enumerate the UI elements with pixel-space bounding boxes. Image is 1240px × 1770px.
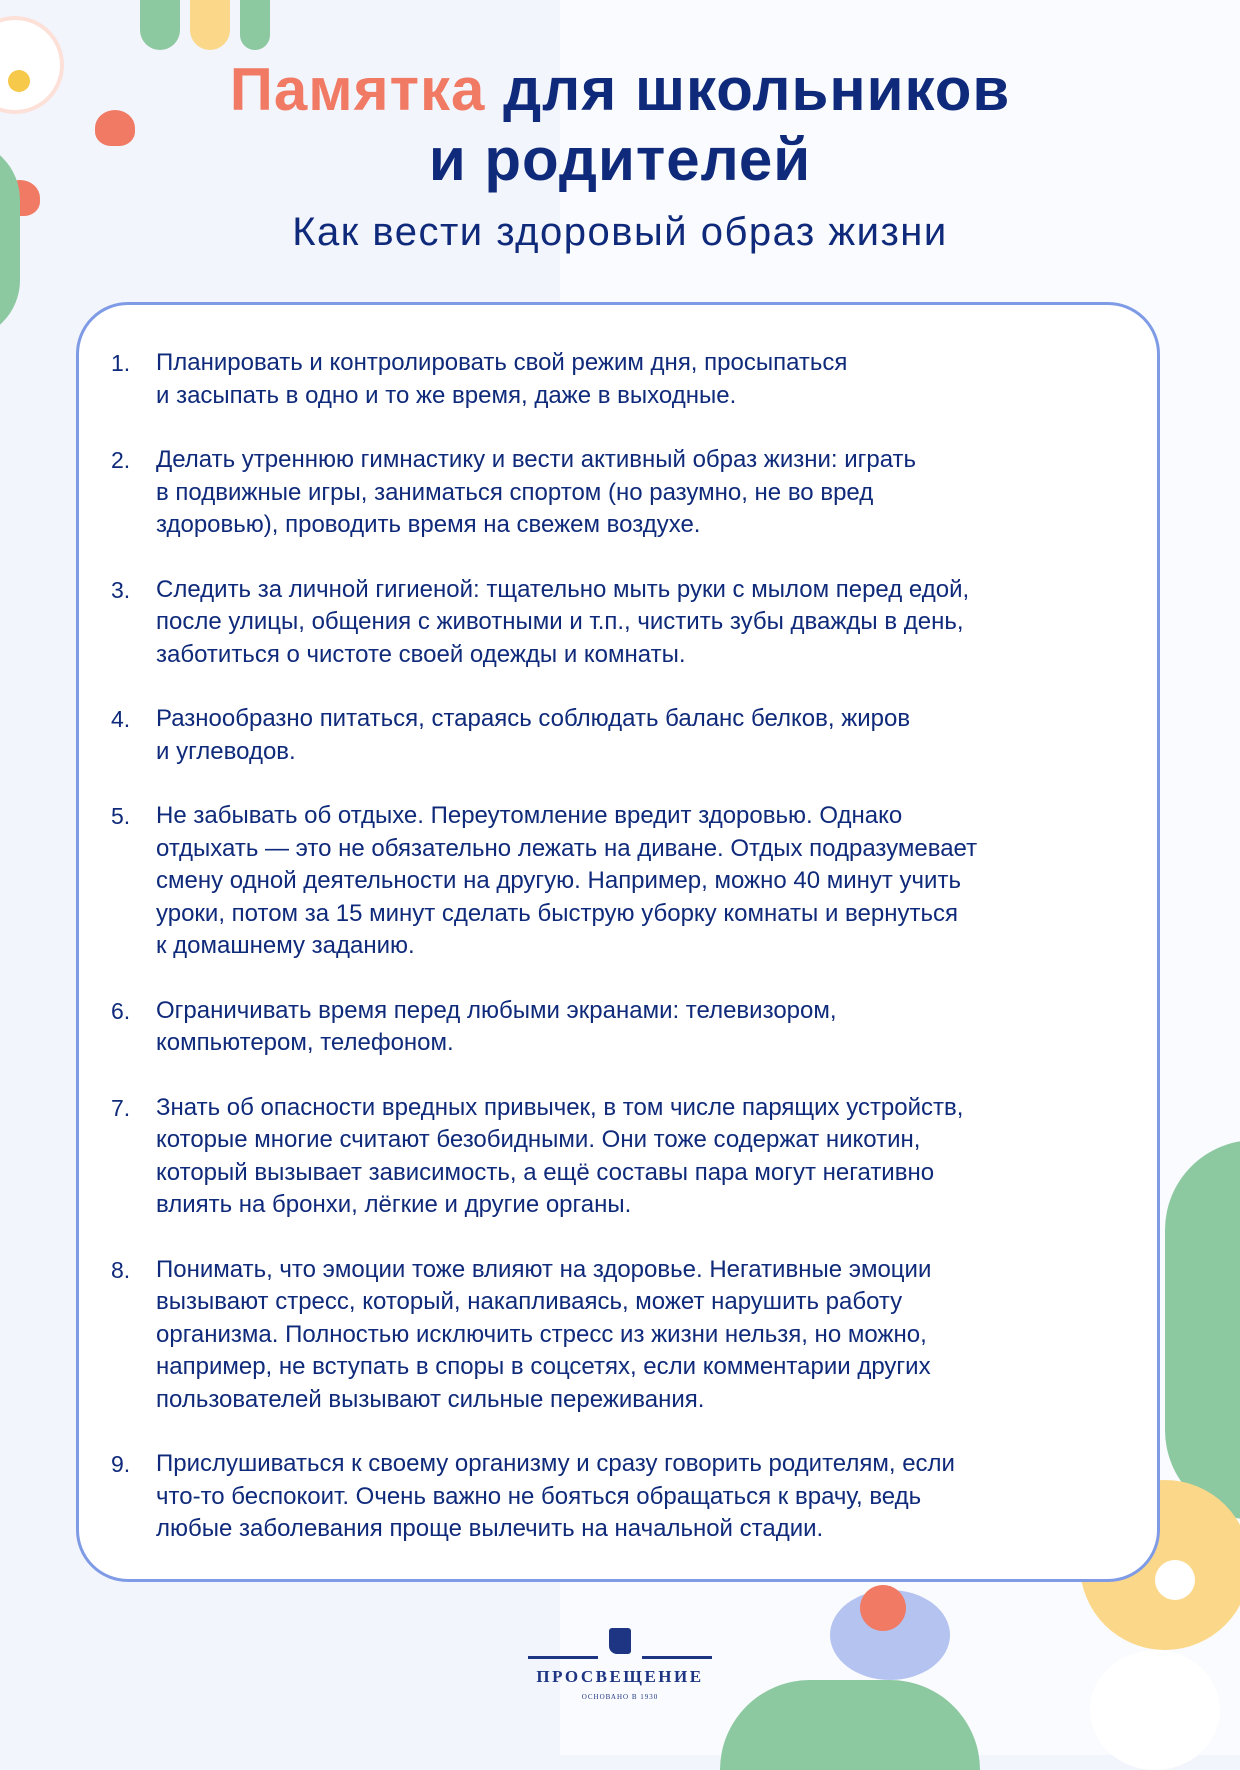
item-text: Разнообразно питаться, стараясь соблюдать баланс белков, жиров и углеводов. [156,705,911,765]
tips-card [76,302,1160,1582]
page-subtitle: Как вести здоровый образ жизни [292,210,948,254]
item-text: Не забывать об отдыхе. Переутомление вредит здоровью. Однако отдыхать — это не обязательно лежать на диване. Отдых подразумевает смену одной деятельности на другую. Например, можно 40 минут учить уроки, потом за 15 минут сделать быструю уборку комнаты и вернуться к домашнему заданию. [156,802,978,959]
title-accent: Памятка [229,56,486,123]
list-item [111,995,1137,1060]
item-text: Прислушиваться к своему организму и сразу говорить родителям, если что-то беспокоит. Очень важно не бояться обращаться к врачу, ведь любые заболевания проще вылечить на начальной стадии. [156,1450,955,1542]
list-item [111,1092,1137,1222]
item-number: 6. [111,997,131,1024]
list-item [111,574,1137,672]
item-number: 8. [111,1256,131,1283]
page-title-line1 [0,55,1240,125]
page-title-line2: и родителей [428,126,812,193]
title-rest: для школьников [503,56,1011,123]
flower-center-icon [1155,1560,1195,1600]
list-item [111,444,1137,542]
item-text: Ограничивать время перед любыми экранами: телевизором, компьютером, телефоном. [156,996,837,1056]
item-number: 1. [111,350,131,376]
item-text: Знать об опасности вредных привычек, в том числе парящих устройств, которые многие считают безобидными. Они тоже содержат никотин, который вызывает зависимость, а ещё составы пара могут негативно влиять на бронхи, лёгкие и другие органы. [156,1093,964,1218]
leaf-decoration-top-2 [240,0,270,50]
item-text: Понимать, что эмоции тоже влияют на здоровье. Негативные эмоции вызывают стресс, который, накапливаясь, может нарушить работу организма. Полностью исключить стресс из жизни нельзя, но можно, например, не вступать в споры в соцсетях, если комментарии других пользователей вызывают сильные переживания. [156,1255,932,1413]
list-item [111,1254,1137,1417]
item-number: 4. [111,706,131,732]
logo-established: ОСНОВАНО В 1930 [581,1693,659,1701]
white-flower-decoration [1090,1650,1220,1770]
item-text: Делать утреннюю гимнастику и вести активный образ жизни: играть в подвижные игры, заниматься спортом (но разумно, не во вред здоровью), проводить время на свежем воздухе. [156,446,917,538]
list-item [111,800,1137,963]
leaf-decoration-top [140,0,180,50]
petal-decoration-top [190,0,230,50]
logo-line-right [642,1656,712,1659]
tips-list [111,347,1137,1578]
item-text: Следить за личной гигиеной: тщательно мыть руки с мылом перед едой, после улицы, общения с животными и т.п., чистить зубы дважды в день, заботиться о чистоте своей одежды и комнаты. [156,575,970,668]
shield-logo-icon [609,1628,631,1654]
red-flower-icon [860,1585,906,1631]
publisher-logo [528,1628,712,1701]
list-item [111,703,1137,768]
logo-line-left [528,1656,598,1659]
list-item [111,347,1137,412]
list-item [111,1448,1137,1546]
item-number: 2. [111,447,131,473]
item-number: 5. [111,803,131,829]
leaf-decoration-bottom-right [1165,1140,1240,1520]
item-number: 7. [111,1094,131,1121]
item-number: 3. [111,576,131,603]
logo-name: ПРОСВЕЩЕНИЕ [536,1667,704,1686]
item-number: 9. [111,1451,131,1477]
item-text: Планировать и контролировать свой режим дня, просыпаться и засыпать в одно и то же время, даже в выходные. [156,349,848,409]
